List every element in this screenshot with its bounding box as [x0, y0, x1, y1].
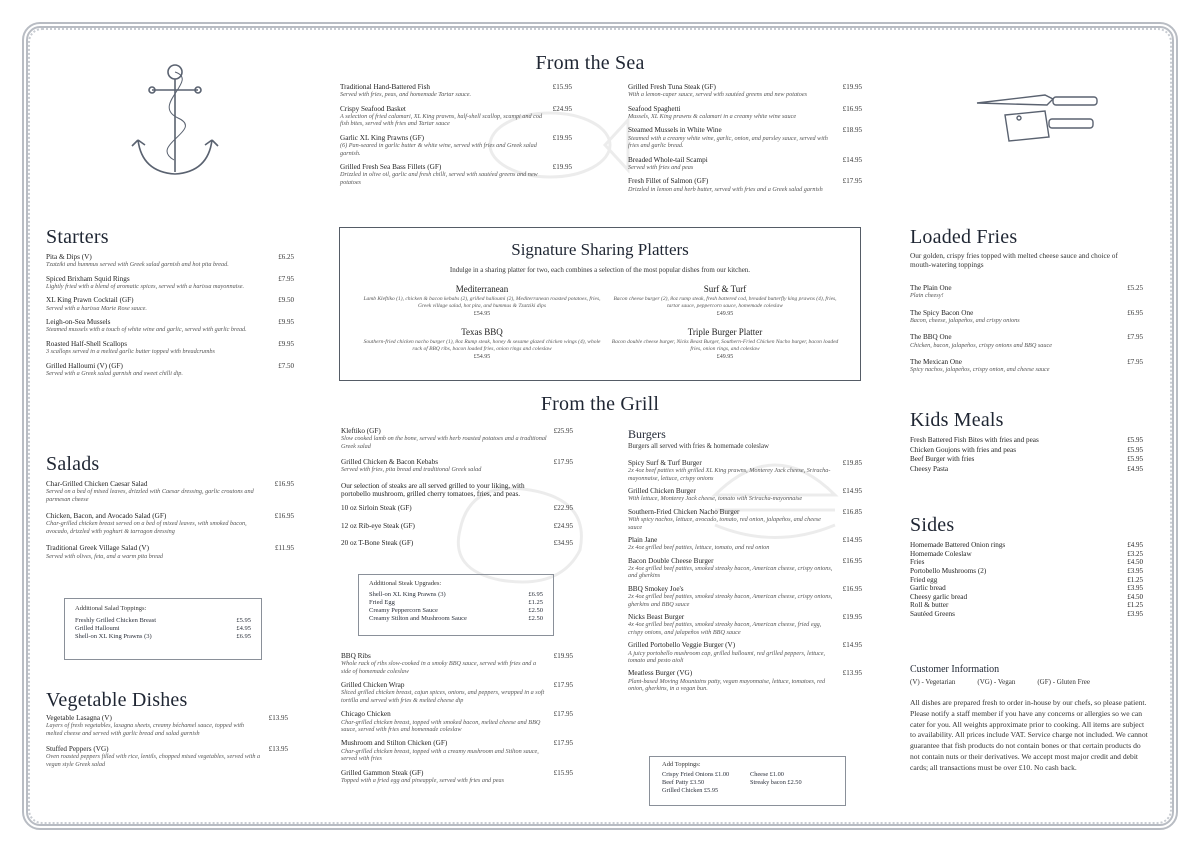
grill-list-top: [341, 427, 573, 553]
menu-item: Stuffed Peppers (VG) Oven roasted peppers filled with rice, lentils, chopped mixed vegetables, served with a vegan style Greek salad £13.95: [46, 745, 288, 768]
side-item: Fried egg £1.25: [910, 575, 1143, 584]
menu-item: The Spicy Bacon One Bacon, cheese, jalapeños, and crispy onions £6.95: [910, 308, 1143, 324]
steak-item: 10 oz Sirloin Steak (GF) £22.95: [341, 504, 573, 513]
menu-item: Grilled Halloumi (V) (GF) Served with a Greek salad garnish and sweet chilli dip. £7.50: [46, 361, 294, 377]
sea-title: From the Sea: [535, 52, 645, 74]
menu-item: Grilled Chicken & Bacon Kebabs Served with fries, pita bread and traditional Greek salad £17.95: [341, 458, 573, 474]
kids-item: Beef Burger with fries £5.95: [910, 455, 1143, 464]
anchor-icon: [130, 60, 220, 185]
platter-item: Mediterranean Lamb Kleftiko (1), chicken & bacon kebabs (2), grilled halloumi (2), Mediterranean roasted potatoes, fries, Greek village salad, hot pita, and hummus & Tzatziki dips £54.95: [363, 284, 601, 318]
steak-upgrades-box: [358, 574, 554, 636]
side-item: Cheesy garlic bread £4.50: [910, 592, 1143, 601]
menu-item: Spicy Surf & Turf Burger 2x 4oz beef patties with grilled XL King prawns, Monterey Jack cheese, Sriracha-mayonnaise, lettuce, crispy onions £19.85: [628, 459, 862, 482]
kids-list: [910, 436, 1143, 475]
menu-item: Garlic XL King Prawns (GF) (6) Pan-seared in garlic butter & white wine, served with fries and Greek salad garnish. £19.95: [340, 133, 572, 157]
dietary-legend: [910, 678, 1150, 686]
upgrade-row: Creamy Peppercorn Sauce £2.50: [369, 607, 543, 615]
menu-item: Traditional Hand-Battered Fish Served with fries, peas, and homemade Tartar sauce. £15.95: [340, 83, 572, 99]
legend-gluten-free: (GF) - Gluten Free: [1037, 678, 1091, 686]
menu-item: Chicago Chicken Char-grilled chicken breast, topped with smoked bacon, melted cheese and BBQ sauce, served with fries and homemade coleslaw £17.95: [341, 710, 573, 734]
veg-title: Vegetable Dishes: [46, 689, 188, 711]
upgrade-row: Fried Egg £1.25: [369, 599, 543, 607]
starters-list: [46, 253, 294, 383]
kids-title: Kids Meals: [910, 409, 1004, 431]
kids-item: Chicken Goujons with fries and peas £5.95: [910, 445, 1143, 454]
salads-list: [46, 480, 294, 566]
customer-info: [910, 664, 1150, 773]
menu-item: Chicken, Bacon, and Avocado Salad (GF) Char-grilled chicken breast served on a bed of mixed leaves, with smoked bacon, avocado, drizzled with yoghurt & tarragon dressing £16.95: [46, 512, 294, 535]
side-item: Portobello Mushrooms (2) £3.95: [910, 566, 1143, 575]
burgers-subtitle: Burgers all served with fries & homemade coleslaw: [628, 443, 769, 450]
platters-subtitle: Indulge in a sharing platter for two, each combines a selection of the most popular dishes from our kitchen.: [449, 266, 751, 274]
platter-item: Triple Burger Platter Bacon double cheese burger, Nicks Beast Burger, Southern-Fried Chicken Nacho burger, bacon loaded fries, onion rings, and coleslaw £49.95: [611, 327, 839, 361]
menu-item: XL King Prawn Cocktail (GF) Served with a harissa Marie Rose sauce. £9.50: [46, 296, 294, 312]
topping-row: Beef Patty £3.50 Streaky bacon £2.50: [662, 779, 802, 787]
menu-item: The BBQ One Chicken, bacon, jalapeños, crispy onions and BBQ sauce £7.95: [910, 333, 1143, 349]
burger-toppings-box: [649, 756, 846, 806]
menu-item: Nicks Beast Burger 4x 4oz grilled beef patties, smoked streaky bacon, American cheese, fried egg, crispy onions, and jalapeños with BBQ sauce £19.95: [628, 613, 862, 636]
menu-item: Mushroom and Stilton Chicken (GF) Char-grilled chicken breast, topped with a creamy mushroom and Stilton sauce, served with fries £17.95: [341, 739, 573, 763]
menu-item: Pita & Dips (V) Tzatziki and hummus served with Greek salad garnish and hot pita bread. £6.25: [46, 253, 294, 269]
starters-title: Starters: [46, 226, 109, 248]
veg-list: [46, 714, 288, 774]
menu-item: Grilled Fresh Sea Bass Fillets (GF) Drizzled in olive oil, garlic and fresh chilli, served with sautéed greens and new potatoes £19.95: [340, 163, 572, 186]
steak-item: 12 oz Rib-eye Steak (GF) £24.95: [341, 521, 573, 530]
legend-vegetarian: (V) - Vegetarian: [910, 678, 956, 686]
menu-item: Grilled Gammon Steak (GF) Topped with a fried egg and pineapple, served with fries and peas £15.95: [341, 768, 573, 784]
menu-item: Plain Jane 2x 4oz grilled beef patties, lettuce, tomato, and red onion £14.95: [628, 536, 862, 552]
menu-item: Bacon Double Cheese Burger 2x 4oz grilled beef patties, smoked streaky bacon, American cheese, crispy onions, and gherkins £16.95: [628, 556, 862, 580]
menu-item: BBQ Ribs Whole rack of ribs slow-cooked in a smoky BBQ sauce, served with fries and a side of homemade coleslaw £19.95: [341, 652, 573, 675]
topping-row: Grilled Chicken £5.95: [662, 787, 719, 795]
topping-row: Freshly Grilled Chicken Breast £5.95: [75, 617, 251, 624]
menu-item: Roasted Half-Shell Scallops 3 scallops served in a melted garlic butter topped with breadcrumbs £9.95: [46, 339, 294, 356]
menu-item: Southern-Fried Chicken Nacho Burger With spicy nachos, lettuce, avocado, tomato, red onion, jalapeños, and cheese sauce £16.85: [628, 507, 862, 531]
menu-item: Grilled Fresh Tuna Steak (GF) With a lemon-caper sauce, served with sautéed greens and new potatoes £19.95: [628, 83, 862, 99]
menu-item: Spiced Brixham Squid Rings Lightly fried with a blend of aromatic spices, served with a harissa mayonnaise. £7.95: [46, 274, 294, 290]
fries-desc: Our golden, crispy fries topped with melted cheese sauce and choice of mouth-watering toppings: [910, 251, 1118, 270]
kids-item: Cheesy Pasta £4.95: [910, 465, 1143, 474]
fries-list: [910, 284, 1143, 380]
upgrade-row: Shell-on XL King Prawns (3) £6.95: [369, 591, 543, 598]
fries-title: Loaded Fries: [910, 226, 1018, 248]
side-item: Homemade Coleslaw £3.25: [910, 549, 1143, 558]
menu-item: The Mexican One Spicy nachos, jalapeños, crispy onion, and cheese sauce £7.95: [910, 358, 1143, 374]
sides-list: [910, 541, 1143, 619]
steak-item: 20 oz T-Bone Steak (GF) £34.95: [341, 539, 573, 547]
menu-item: Vegetable Lasagna (V) Layers of fresh vegetables, lasagna sheets, creamy béchamel sauce, topped with melted cheese and served with garlic bread and salad garnish £13.95: [46, 714, 288, 737]
menu-item: Meatless Burger (VG) Plant-based Moving Mountains patty, vegan mayonnaise, lettuce, tomatoes, red onion, gherkins, in a vegan bun. £13.95: [628, 669, 862, 693]
platter-item: Surf & Turf Bacon cheese burger (2), 8oz rump steak, fresh battered cod, breaded butterfly king prawns (4), fries, tartar sauce, peppercorn sauce, homemade coleslaw £49.95: [613, 284, 837, 318]
side-item: Fries £4.50: [910, 558, 1143, 567]
sea-list-right: [628, 83, 862, 199]
burgers-title: Burgers: [628, 427, 666, 441]
salad-toppings-title: Additional Salad Toppings:: [75, 605, 147, 612]
topping-row: Grilled Halloumi £4.95: [75, 625, 251, 633]
salad-toppings-box: [64, 598, 262, 660]
menu-item: BBQ Smokey Joe's 2x 4oz grilled beef patties, smoked streaky bacon, American cheese, crispy onions, gherkins and BBQ sauce £16.95: [628, 584, 862, 608]
salads-title: Salads: [46, 453, 100, 475]
topping-row: Shell-on XL King Prawns (3) £6.95: [75, 633, 251, 641]
side-item: Garlic bread £3.95: [910, 584, 1143, 593]
side-item: Roll & butter £1.25: [910, 601, 1143, 610]
menu-item: Leigh-on-Sea Mussels Steamed mussels with a touch of white wine and garlic, served with garlic bread. £9.95: [46, 318, 294, 334]
burger-toppings-title: Add Toppings:: [662, 761, 701, 768]
menu-item: Char-Grilled Chicken Caesar Salad Served on a bed of mixed leaves, drizzled with Caesar dressing, garlic croutons and parmesan cheese £16.95: [46, 480, 294, 503]
grill-list-bottom: [341, 652, 573, 790]
platters-title: Signature Sharing Platters: [511, 240, 689, 259]
menu-item: Grilled Chicken Wrap Sliced grilled chicken breast, cajun spices, onions, and peppers, wrapped in a soft tortilla and served with fries & melted cheese dip £17.95: [341, 681, 573, 704]
sides-title: Sides: [910, 514, 955, 536]
menu-item: Grilled Portobello Veggie Burger (V) A juicy portobello mushroom cap, grilled halloumi, red grilled peppers, lettuce, tomato and pesto aioli £14.95: [628, 641, 862, 664]
menu-item: The Plain One Plain cheesy! £5.25: [910, 284, 1143, 300]
burgers-list: [628, 459, 862, 699]
menu-item: Fresh Fillet of Salmon (GF) Drizzled in lemon and herb butter, served with fries and a Greek salad garnish £17.95: [628, 177, 862, 193]
menu-item: Steamed Mussels in White Wine Steamed with a creamy white wine, garlic, onion, and parsley sauce, served with fries and garlic bread. £18.95: [628, 126, 862, 150]
menu-item: Crispy Seafood Basket A selection of fried calamari, XL King prawns, half-shell scallop, scampi and cod fish bites, served with fries and Tartar sauce £24.95: [340, 104, 572, 128]
platter-item: Texas BBQ Southern-fried chicken nacho burger (1), 8oz Rump steak, honey & sesame glazed chicken wings (4), whole rack of BBQ ribs, bacon loaded fries, onion rings and coleslaw £54.95: [363, 327, 601, 361]
sea-list-left: [340, 83, 572, 192]
legend-vegan: (VG) - Vegan: [977, 678, 1016, 686]
menu-item: Grilled Chicken Burger With lettuce, Monterey Jack cheese, tomato with Sriracha-mayonnaise £14.95: [628, 487, 862, 503]
platters-box: [339, 227, 861, 381]
info-title: Customer Information: [910, 664, 1000, 675]
upgrade-row: Creamy Stilton and Mushroom Sauce £2.50: [369, 615, 543, 623]
kids-item: Fresh Battered Fish Bites with fries and peas £5.95: [910, 436, 1143, 444]
menu-item: Breaded Whole-tail Scampi Served with fries and peas £14.95: [628, 155, 862, 171]
grill-title: From the Grill: [540, 393, 660, 415]
knives-icon: [975, 85, 1105, 150]
info-text: All dishes are prepared fresh to order in-house by our chefs, so please patient. Please notify a staff member if you have any concerns or allergies so we can cater for you. All weights approximate prior to cooking. All items are subject to availability. All prices include VAT. Service charge not included. We cannot guarantee that fish products do not contain bones or that certain products do not contain nuts or their derivatives. We accept most major credit and debit cards; all transactions must be over £10. No cash back.: [910, 698, 1148, 772]
steak-intro: Our selection of steaks are all served grilled to your liking, with portobello mushroom, grilled cherry tomatoes, fries, and peas.: [341, 481, 525, 499]
side-item: Homemade Battered Onion rings £4.95: [910, 541, 1143, 549]
side-item: Sautéed Greens £3.95: [910, 610, 1143, 619]
menu-item: Traditional Greek Village Salad (V) Served with olives, feta, and a warm pita bread £11.95: [46, 544, 294, 560]
steak-upgrades-title: Additional Steak Upgrades:: [369, 580, 442, 587]
topping-row: Crispy Fried Onions £1.00 Cheese £1.00: [662, 771, 784, 778]
menu-item: Seafood Spaghetti Mussels, XL King prawns & calamari in a creamy white wine sauce £16.95: [628, 104, 862, 120]
menu-item: Kleftiko (GF) Slow cooked lamb on the bone, served with herb roasted potatoes and a traditional Greek salad £25.95: [341, 427, 573, 450]
